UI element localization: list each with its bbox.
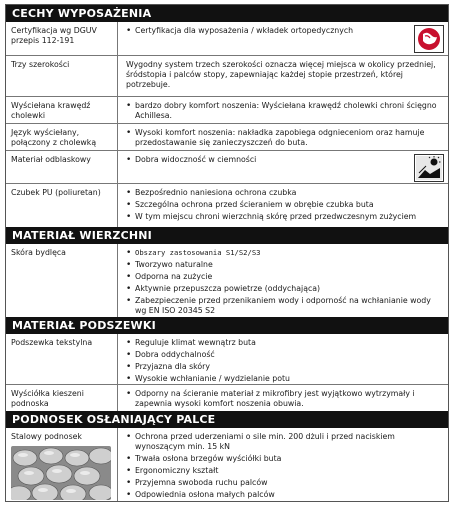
list-item: • Wysokie wchłanianie / wydzielanie potu	[124, 374, 442, 384]
row-content	[118, 151, 448, 183]
row-label: Trzy szerokości	[6, 56, 118, 96]
spec-row	[6, 183, 448, 227]
row-label: Podszewka tekstylna	[6, 334, 118, 384]
list-item: • Przyjemna swoboda ruchu palców	[124, 478, 442, 488]
row-content	[118, 56, 448, 96]
spec-row	[6, 334, 448, 384]
section-header-lining: MATERIAŁ PODSZEWKI	[6, 317, 448, 334]
list-item: • Ergonomiczny kształt	[124, 466, 442, 476]
list-item: • Odporna na zużycie	[124, 272, 442, 282]
row-paragraph: Wygodny system trzech szerokości oznacza więcej miejsca w okolicy przedniej, śródstopia i palców stopy, zapewniając każdej stopie przestrzeń, której potrzebuje.	[126, 60, 436, 89]
row-label: Certyfikacja wg DGUV przepis 112-191	[6, 22, 118, 55]
spec-row	[6, 384, 448, 411]
row-label: Wyściełana krawędź cholewki	[6, 97, 118, 123]
spec-row	[6, 244, 448, 317]
list-item: • Aktywnie przepuszcza powietrze (oddychająca)	[124, 284, 442, 294]
list-item: • Obszary zastosowania S1/S2/S3	[124, 248, 442, 258]
section-header-upper: MATERIAŁ WIERZCHNI	[6, 227, 448, 244]
row-content	[118, 428, 448, 501]
row-label: Wyściółka kieszeni podnoska	[6, 385, 118, 411]
row-content	[118, 334, 448, 384]
spec-row	[6, 55, 448, 96]
list-item: • Zabezpieczenie przed przenikaniem wody i odporność na wchłanianie wody wg EN ISO 20345 S2	[124, 296, 442, 316]
spec-row	[6, 428, 448, 501]
reflective-material-icon	[414, 154, 444, 182]
list-item: • W tym miejscu chroni wierzchnią skórę przed przedwczesnym zużyciem	[124, 212, 442, 222]
row-content	[118, 22, 448, 55]
list-item: • Dobra oddychalność	[124, 350, 442, 360]
list-item: • Odporny na ścieranie materiał z mikrofibry jest wyjątkowo wytrzymały i zapewnia wysoki komfort noszenia obuwia.	[124, 389, 442, 409]
list-item: • Odpowiednia osłona małych palców	[124, 490, 442, 500]
list-item: • Bezpośrednio naniesiona ochrona czubka	[124, 188, 442, 198]
list-item: • Tworzywo naturalne	[124, 260, 442, 270]
row-label: Skóra bydlęca	[6, 244, 118, 317]
spec-row	[6, 150, 448, 183]
spec-row	[6, 96, 448, 123]
row-content	[118, 244, 448, 317]
spec-sheet	[5, 4, 449, 502]
row-label	[6, 428, 118, 501]
row-content	[118, 385, 448, 411]
row-label: Język wyściełany, połączony z cholewką	[6, 124, 118, 150]
list-item: • Certyfikacja dla wyposażenia / wkładek ortopedycznych	[124, 26, 442, 36]
row-label: Czubek PU (poliuretan)	[6, 184, 118, 227]
row-content	[118, 97, 448, 123]
row-content	[118, 124, 448, 150]
list-item: • Trwała osłona brzegów wyściółki buta	[124, 454, 442, 464]
steel-toecaps-photo	[11, 446, 111, 500]
list-item: • bardzo dobry komfort noszenia: Wyściełana krawędź cholewki chroni ścięgno Achillesa.	[124, 101, 442, 121]
spec-row	[6, 123, 448, 150]
orthopedic-insole-icon	[414, 25, 444, 53]
list-item: • Wysoki komfort noszenia: nakładka zapobiega odgnieceniom oraz hamuje przedostawanie się zanieczyszczeń do buta.	[124, 128, 442, 148]
list-item: • Przyjazna dla skóry	[124, 362, 442, 372]
list-item: • Szczególna ochrona przed ścieraniem w obrębie czubka buta	[124, 200, 442, 210]
row-label-text: Stalowy podnosek	[11, 432, 82, 441]
section-header-toecap: PODNOSEK OSŁANIAJĄCY PALCE	[6, 411, 448, 428]
row-label: Materiał odblaskowy	[6, 151, 118, 183]
row-content	[118, 184, 448, 227]
list-item: • Reguluje klimat wewnątrz buta	[124, 338, 442, 348]
section-header-features: CECHY WYPOSAŻENIA	[6, 5, 448, 22]
list-item: • Dobra widoczność w ciemności	[124, 155, 442, 165]
spec-row	[6, 22, 448, 55]
list-item: • Ochrona przed uderzeniami o sile min. 200 dżuli i przed naciskiem wynoszącym min. 15 kN	[124, 432, 442, 452]
